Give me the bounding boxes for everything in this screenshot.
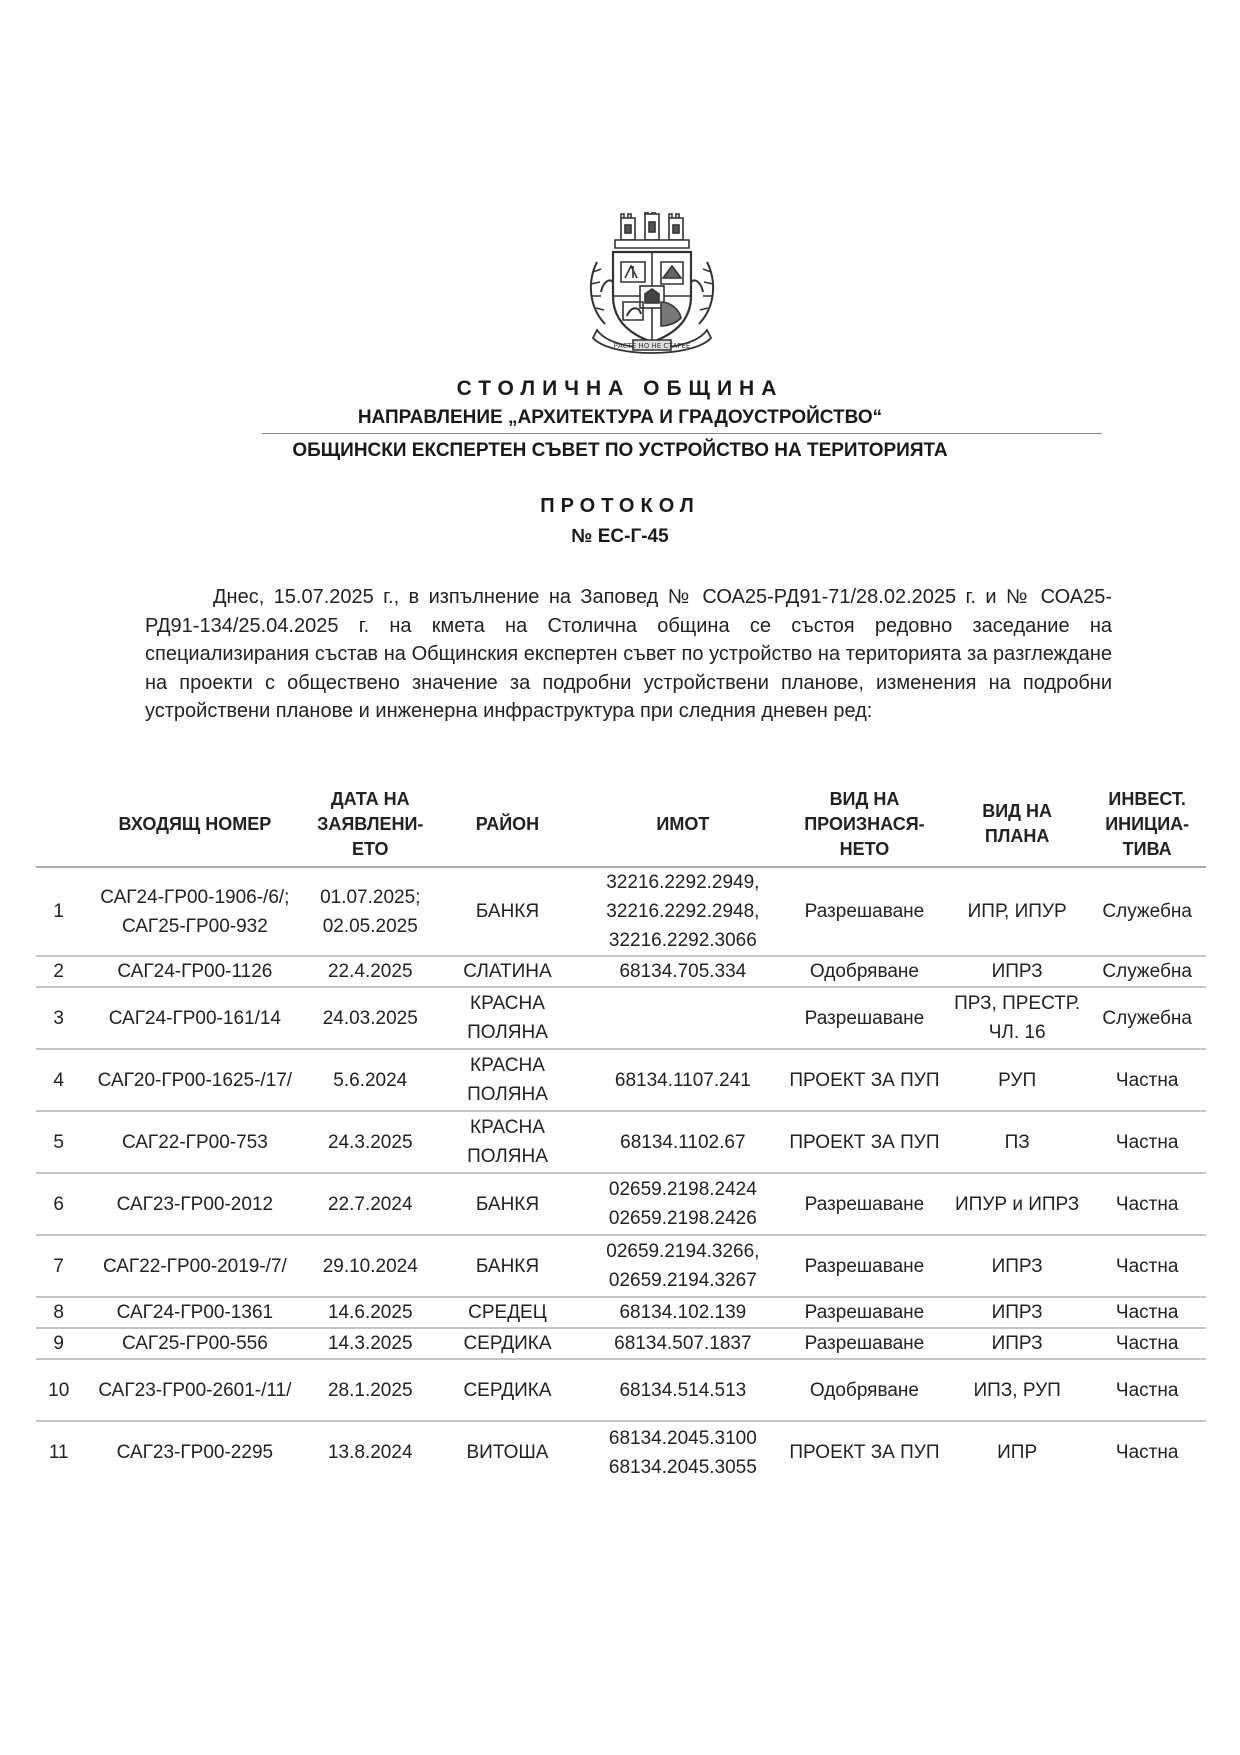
district: БАНКЯ — [432, 1173, 583, 1235]
plan-type: РУП — [946, 1049, 1088, 1111]
document-number: № ЕС-Г-45 — [571, 526, 669, 547]
investment-initiative: Частна — [1115, 1442, 1179, 1463]
column-header-district: РАЙОН — [432, 782, 583, 867]
table-row — [36, 1359, 1206, 1421]
row-number: 11 — [48, 1442, 69, 1463]
district: СРЕДЕЦ — [432, 1297, 583, 1328]
plan-type: ИПРЗ — [946, 1297, 1088, 1328]
incoming-number: САГ23-ГР00-2295 — [116, 1442, 274, 1463]
crest-motto: РАСТЕ НО НЕ СТАРЕЕ — [613, 342, 691, 350]
application-date: 24.3.2025 — [308, 1111, 432, 1173]
plan-type: ПЗ — [946, 1111, 1088, 1173]
district: ВИТОША — [466, 1442, 549, 1463]
investment-initiative: Частна — [1088, 1297, 1206, 1328]
property-id: 68134.507.1837 — [583, 1328, 783, 1359]
table-row — [36, 956, 1206, 987]
intro-paragraph: Днес, 15.07.2025 г., в изпълнение на Заповед № СОА25-РД91-71/28.02.2025 г. и № СОА25-РД91-134/25.04.2025 г. на кмета на Столична община се състоя редовно заседание на специализирания състав на Общинския експертен съвет по устройство на територията за разглеждане на проекти с обществено значение за подробни устройствени планове, изменения на подробни устройствени планове и инженерна инфраструктура при следния дневен ред: — [145, 586, 1112, 722]
row-number: 5 — [36, 1111, 81, 1173]
district: КРАСНА ПОЛЯНА — [432, 1049, 583, 1111]
table-row — [36, 867, 1206, 956]
district: БАНКЯ — [432, 1235, 583, 1297]
property-id: 68134.514.513 — [583, 1359, 783, 1421]
investment-initiative: Частна — [1088, 1235, 1206, 1297]
investment-initiative: Служебна — [1088, 956, 1206, 987]
decision-type: Одобряване — [783, 1359, 946, 1421]
incoming-number: САГ24-ГР00-1906-/6/; САГ25-ГР00-932 — [81, 867, 308, 956]
decision-type: Разрешаване — [783, 1173, 946, 1235]
application-date: 24.03.2025 — [308, 987, 432, 1049]
table-row — [36, 1235, 1206, 1297]
table-row — [36, 1111, 1206, 1173]
column-header-num — [36, 782, 81, 867]
organization-name: СТОЛИЧНА ОБЩИНА — [456, 377, 784, 400]
district: СЛАТИНА — [432, 956, 583, 987]
property-id: 68134.2045.3100 68134.2045.3055 — [608, 1427, 757, 1478]
investment-initiative: Частна — [1088, 1328, 1206, 1359]
incoming-number: САГ20-ГР00-1625-/17/ — [81, 1049, 308, 1111]
table-row — [36, 1297, 1206, 1328]
property-id: 02659.2198.2424 02659.2198.2426 — [583, 1173, 783, 1235]
row-number: 3 — [36, 987, 81, 1049]
property-id: 68134.1102.67 — [583, 1111, 783, 1173]
district: СЕРДИКА — [432, 1359, 583, 1421]
application-date: 14.3.2025 — [308, 1328, 432, 1359]
row-number: 10 — [36, 1359, 81, 1421]
row-number: 7 — [36, 1235, 81, 1297]
header-divider — [262, 433, 1102, 434]
application-date: 01.07.2025; 02.05.2025 — [308, 867, 432, 956]
application-date: 28.1.2025 — [308, 1359, 432, 1421]
property-id: 68134.1107.241 — [583, 1049, 783, 1111]
application-date: 14.6.2025 — [308, 1297, 432, 1328]
application-date: 22.7.2024 — [308, 1173, 432, 1235]
investment-initiative: Служебна — [1088, 987, 1206, 1049]
application-date: 29.10.2024 — [308, 1235, 432, 1297]
table-row — [36, 1049, 1206, 1111]
decision-type: Разрешаване — [783, 1297, 946, 1328]
agenda-table — [36, 782, 1206, 1483]
council-name: ОБЩИНСКИ ЕКСПЕРТЕН СЪВЕТ ПО УСТРОЙСТВО НА ТЕРИТОРИЯТА — [292, 440, 948, 461]
decision-type: Одобряване — [783, 956, 946, 987]
investment-initiative: Частна — [1088, 1111, 1206, 1173]
district: КРАСНА ПОЛЯНА — [432, 987, 583, 1049]
application-date: 5.6.2024 — [308, 1049, 432, 1111]
decision-type: Разрешаване — [783, 1235, 946, 1297]
plan-type: ИПРЗ — [946, 1328, 1088, 1359]
plan-type: ИПРЗ — [946, 1235, 1088, 1297]
table-header-row — [36, 782, 1206, 867]
decision-type: ПРОЕКТ ЗА ПУП — [783, 1049, 946, 1111]
column-header-plan: ВИД НА ПЛАНА — [946, 782, 1088, 867]
incoming-number: САГ25-ГР00-556 — [81, 1328, 308, 1359]
department-name: НАПРАВЛЕНИЕ „АРХИТЕКТУРА И ГРАДОУСТРОЙСТВО“ — [357, 407, 883, 428]
property-id: 32216.2292.2949, 32216.2292.2948, 32216.2292.3066 — [583, 867, 783, 956]
investment-initiative: Частна — [1088, 1359, 1206, 1421]
property-id — [583, 987, 783, 1049]
district: БАНКЯ — [432, 867, 583, 956]
row-number: 2 — [36, 956, 81, 987]
plan-type: ИПР, ИПУР — [946, 867, 1088, 956]
decision-type: ПРОЕКТ ЗА ПУП — [783, 1111, 946, 1173]
column-header-date: ДАТА НА ЗАЯВЛЕНИ-ЕТО — [308, 782, 432, 867]
plan-type: ИПУР и ИПРЗ — [946, 1173, 1088, 1235]
column-header-incoming: ВХОДЯЩ НОМЕР — [81, 782, 308, 867]
property-id: 02659.2194.3266, 02659.2194.3267 — [583, 1235, 783, 1297]
column-header-property: ИМОТ — [583, 782, 783, 867]
district: КРАСНА ПОЛЯНА — [432, 1111, 583, 1173]
row-number: 4 — [36, 1049, 81, 1111]
row-number: 6 — [36, 1173, 81, 1235]
sofia-coat-of-arms-icon — [583, 212, 721, 358]
incoming-number: САГ24-ГР00-161/14 — [81, 987, 308, 1049]
column-header-initiative: ИНВЕСТ. ИНИЦИА-ТИВА — [1088, 782, 1206, 867]
investment-initiative: Частна — [1088, 1173, 1206, 1235]
investment-initiative: Частна — [1088, 1049, 1206, 1111]
plan-type: ИПРЗ — [946, 956, 1088, 987]
property-id: 68134.102.139 — [583, 1297, 783, 1328]
incoming-number: САГ24-ГР00-1126 — [81, 956, 308, 987]
incoming-number: САГ23-ГР00-2601-/11/ — [81, 1359, 308, 1421]
incoming-number: САГ22-ГР00-2019-/7/ — [81, 1235, 308, 1297]
table-row — [36, 1328, 1206, 1359]
table-row — [36, 987, 1206, 1049]
row-number: 1 — [36, 867, 81, 956]
row-number: 9 — [36, 1328, 81, 1359]
property-id: 68134.705.334 — [583, 956, 783, 987]
plan-type: ИПР — [997, 1442, 1038, 1463]
column-header-decision: ВИД НА ПРОИЗНАСЯ-НЕТО — [783, 782, 946, 867]
row-number: 8 — [36, 1297, 81, 1328]
decision-type: ПРОЕКТ ЗА ПУП — [789, 1442, 940, 1463]
application-date: 13.8.2024 — [327, 1442, 413, 1463]
district: СЕРДИКА — [432, 1328, 583, 1359]
plan-type: ИПЗ, РУП — [946, 1359, 1088, 1421]
decision-type: Разрешаване — [783, 1328, 946, 1359]
incoming-number: САГ22-ГР00-753 — [81, 1111, 308, 1173]
incoming-number: САГ23-ГР00-2012 — [81, 1173, 308, 1235]
plan-type: ПРЗ, ПРЕСТР. ЧЛ. 16 — [946, 987, 1088, 1049]
investment-initiative: Служебна — [1088, 867, 1206, 956]
document-type: ПРОТОКОЛ — [540, 495, 700, 517]
table-row — [36, 1173, 1206, 1235]
application-date: 22.4.2025 — [308, 956, 432, 987]
decision-type: Разрешаване — [783, 987, 946, 1049]
decision-type: Разрешаване — [783, 867, 946, 956]
table-row — [36, 1421, 1206, 1483]
incoming-number: САГ24-ГР00-1361 — [81, 1297, 308, 1328]
